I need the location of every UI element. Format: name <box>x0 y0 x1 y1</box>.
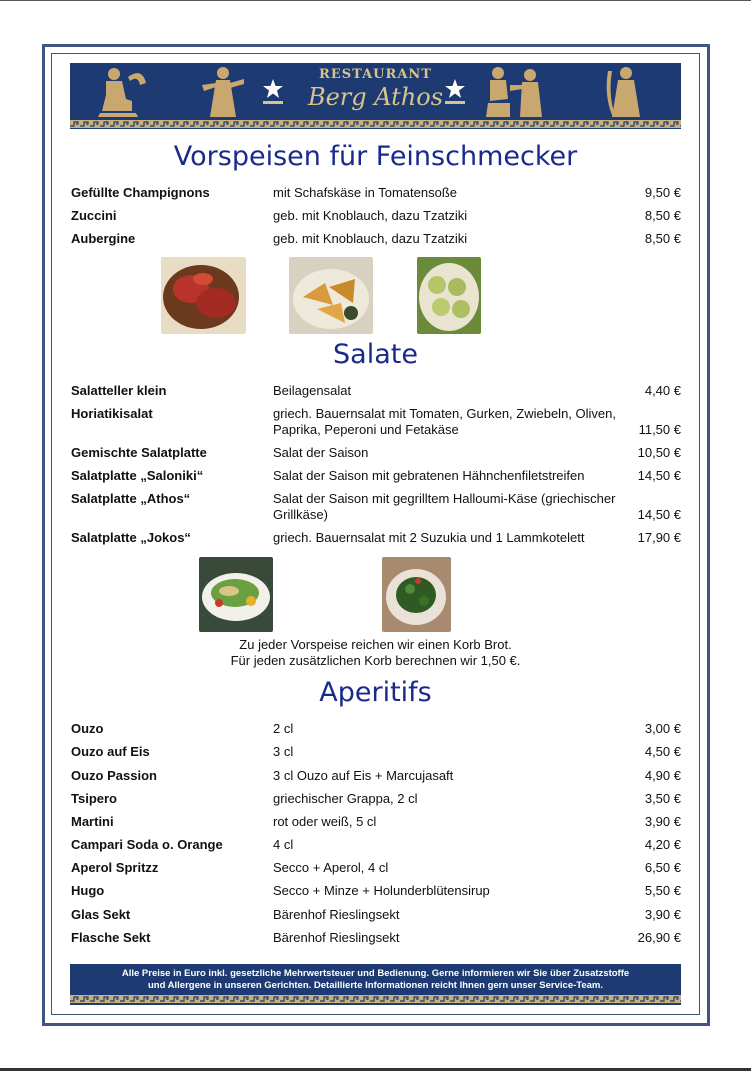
item-name: Salatplatte „Saloniki“ <box>71 468 204 483</box>
menu-item <box>71 814 681 832</box>
item-description: geb. mit Knoblauch, dazu Tzatziki <box>273 231 468 246</box>
menu-item <box>71 883 681 901</box>
menu-item <box>71 383 681 401</box>
item-name: Ouzo Passion <box>71 768 157 783</box>
item-name: Horiatikisalat <box>71 406 153 421</box>
item-description: Bärenhof Rieslingsekt <box>273 907 400 922</box>
food-photo-zucchini <box>289 257 373 334</box>
item-description: Salat der Saison mit gegrilltem Halloumi-Käse (griechischer Grillkäse) <box>273 491 616 522</box>
item-price: 3,90 € <box>644 814 681 829</box>
menu-item <box>71 445 681 463</box>
menu-item <box>71 860 681 878</box>
item-price: 5,50 € <box>644 883 681 898</box>
item-description: Bärenhof Rieslingsekt <box>273 930 400 945</box>
menu-item <box>71 791 681 809</box>
item-price: 4,50 € <box>644 744 681 759</box>
item-name: Gefüllte Champignons <box>71 185 210 200</box>
footer-text <box>70 968 681 992</box>
footer-banner <box>70 964 681 1005</box>
item-name: Tsipero <box>71 791 117 806</box>
item-price: 14,50 € <box>637 507 681 522</box>
item-name: Aperol Spritzz <box>71 860 159 875</box>
item-name: Flasche Sekt <box>71 930 151 945</box>
meander-border-icon <box>70 995 681 1003</box>
item-price: 4,20 € <box>644 837 681 852</box>
food-photo-salatplatte <box>199 557 273 632</box>
item-price: 6,50 € <box>644 860 681 875</box>
section-title-aperitifs: Aperitifs <box>319 677 432 708</box>
item-price: 17,90 € <box>637 530 681 545</box>
menu-item <box>71 231 681 249</box>
item-name: Campari Soda o. Orange <box>71 837 223 852</box>
food-photo-champignons <box>161 257 246 334</box>
item-price: 3,90 € <box>644 907 681 922</box>
item-description: 2 cl <box>273 721 294 736</box>
item-price: 3,50 € <box>644 791 681 806</box>
menu-item <box>71 468 681 486</box>
item-description: mit Schafskäse in Tomatensoße <box>273 185 458 200</box>
meander-border-icon <box>70 120 681 128</box>
item-price: 26,90 € <box>637 930 681 945</box>
item-description: 4 cl <box>273 837 294 852</box>
item-description: 3 cl Ouzo auf Eis + Marcujasaft <box>273 768 454 783</box>
menu-item <box>71 930 681 948</box>
menu-item <box>71 208 681 226</box>
bread-note-line-2: Für jeden zusätzlichen Korb berechnen wir 1,50 €. <box>230 653 521 668</box>
item-name: Hugo <box>71 883 105 898</box>
item-description: griech. Bauernsalat mit Tomaten, Gurken, Zwiebeln, Oliven, Paprika, Peperoni und Fetakäse <box>273 406 616 437</box>
item-description: geb. mit Knoblauch, dazu Tzatziki <box>273 208 468 223</box>
restaurant-banner <box>70 63 681 129</box>
item-description: Secco + Minze + Holunderblütensirup <box>273 883 490 898</box>
item-description: rot oder weiß, 5 cl <box>273 814 377 829</box>
item-name: Salatplatte „Athos“ <box>71 491 191 506</box>
food-photo-aubergine <box>417 257 481 334</box>
item-description: Secco + Aperol, 4 cl <box>273 860 389 875</box>
item-description: griechischer Grappa, 2 cl <box>273 791 418 806</box>
greek-figure-icon <box>598 65 654 119</box>
star-logo-icon <box>444 77 466 107</box>
item-name: Ouzo auf Eis <box>71 744 150 759</box>
item-name: Aubergine <box>71 231 136 246</box>
greek-figure-icon <box>480 65 550 119</box>
menu-item <box>71 768 681 786</box>
item-price: 10,50 € <box>637 445 681 460</box>
item-name: Salatplatte „Jokos“ <box>71 530 191 545</box>
menu-item <box>71 491 681 525</box>
menu-item <box>71 907 681 925</box>
item-price: 3,00 € <box>644 721 681 736</box>
section-title-salate: Salate <box>333 339 418 370</box>
menu-item <box>71 837 681 855</box>
top-rule <box>0 0 751 1</box>
item-description: Salat der Saison <box>273 445 369 460</box>
footer-line-2: und Allergene in unseren Gerichten. Detaillierte Informationen reicht Ihnen gern unser Service-Team. <box>147 980 604 991</box>
item-name: Ouzo <box>71 721 104 736</box>
footer-line-1: Alle Preise in Euro inkl. gesetzliche Mehrwertsteuer und Bedienung. Gerne informieren wir Sie über Zusatzstoffe <box>121 968 630 979</box>
menu-item <box>71 530 681 548</box>
menu-item <box>71 185 681 203</box>
item-price: 8,50 € <box>644 231 681 246</box>
item-name: Salatteller klein <box>71 383 167 398</box>
item-description: Salat der Saison mit gebratenen Hähnchenfiletstreifen <box>273 468 585 483</box>
item-description: Beilagensalat <box>273 383 352 398</box>
restaurant-name: Berg Athos <box>307 83 444 111</box>
bread-note-line-1: Zu jeder Vorspeise reichen wir einen Korb Brot. <box>239 637 512 652</box>
item-name: Glas Sekt <box>71 907 131 922</box>
item-description: griech. Bauernsalat mit 2 Suzukia und 1 Lammkotelett <box>273 530 585 545</box>
item-name: Zuccini <box>71 208 117 223</box>
item-price: 9,50 € <box>644 185 681 200</box>
banner-restaurant-label: RESTAURANT <box>319 67 432 82</box>
food-photo-bauernsalat <box>382 557 451 632</box>
item-price: 4,90 € <box>644 768 681 783</box>
item-price: 8,50 € <box>644 208 681 223</box>
item-name: Gemischte Salatplatte <box>71 445 207 460</box>
item-description: 3 cl <box>273 744 294 759</box>
section-title-vorspeisen: Vorspeisen für Feinschmecker <box>173 141 578 172</box>
item-name: Martini <box>71 814 114 829</box>
menu-item <box>71 406 681 440</box>
item-price: 14,50 € <box>637 468 681 483</box>
item-price: 4,40 € <box>644 383 681 398</box>
menu-item <box>71 744 681 762</box>
menu-item <box>71 721 681 739</box>
item-price: 11,50 € <box>638 422 681 437</box>
